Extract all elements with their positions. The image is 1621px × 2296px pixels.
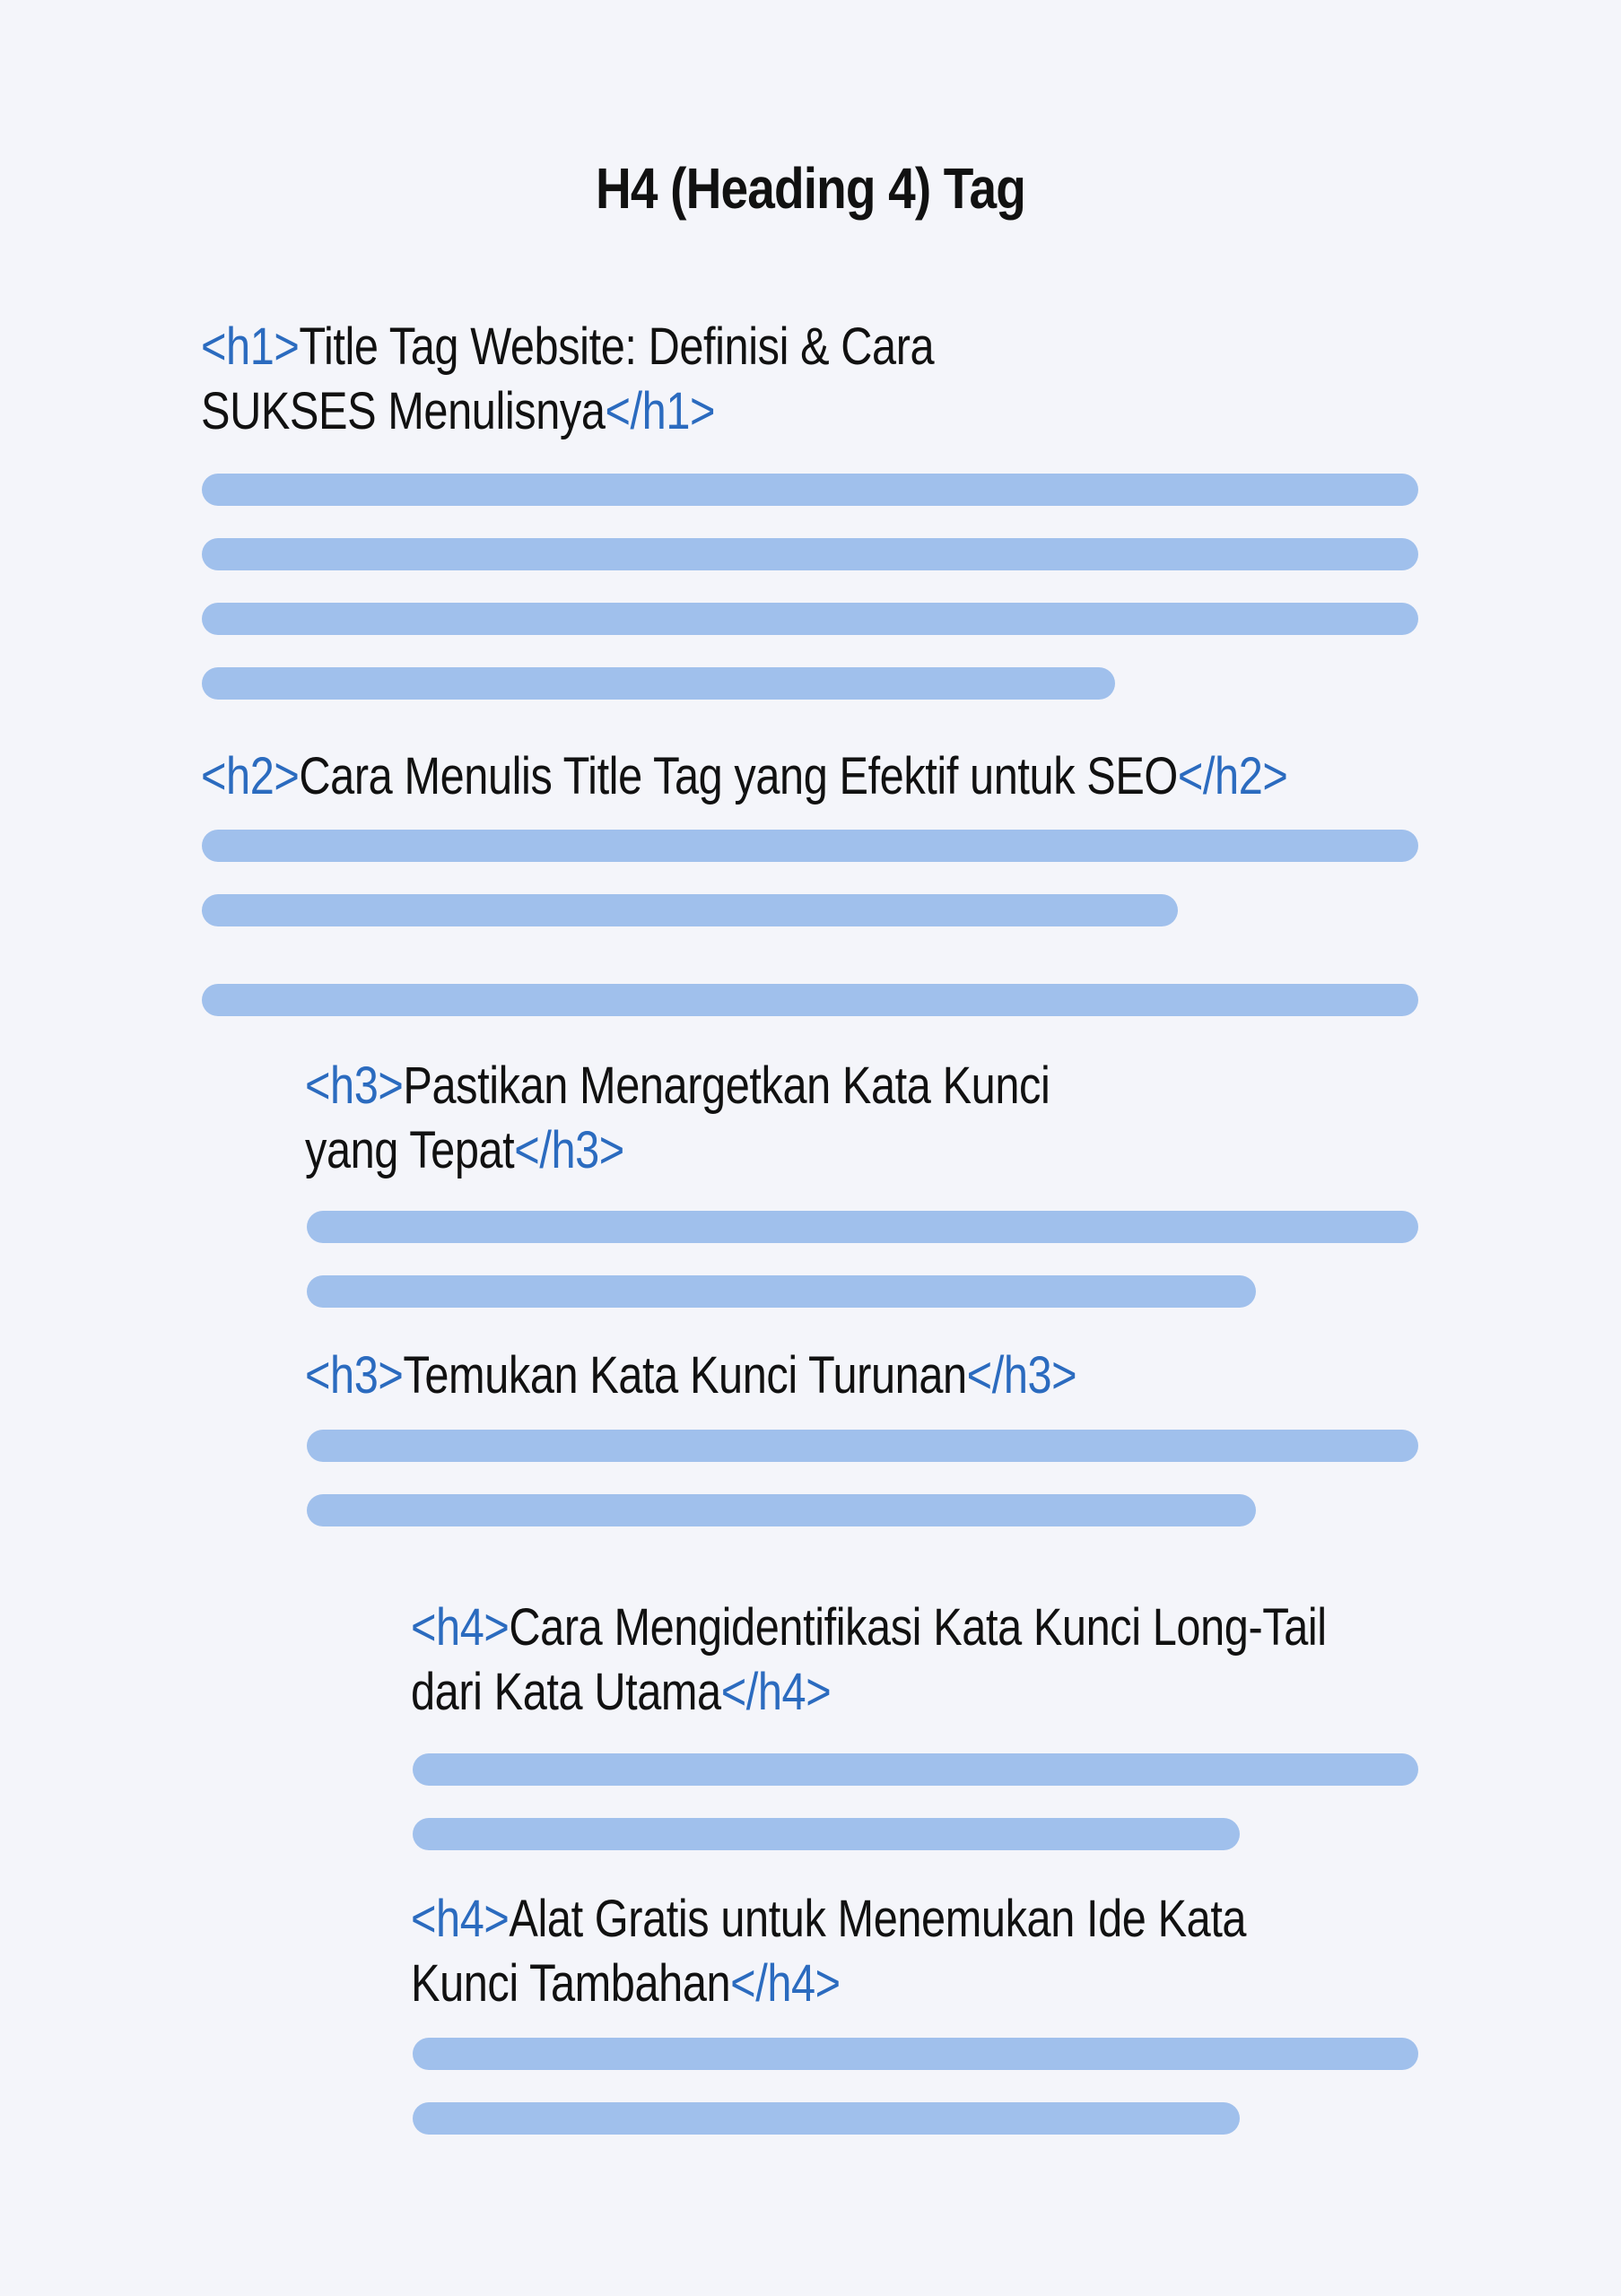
h4-heading-text: Alat Gratis untuk Menemukan Ide Kata <box>509 1890 1247 1948</box>
h4-open-tag: <h4> <box>411 1598 510 1657</box>
page-title: H4 (Heading 4) Tag <box>596 156 1025 221</box>
paragraph-placeholder-line <box>307 1430 1418 1462</box>
h2-heading-line-1 <box>201 744 1287 809</box>
h4-heading-text-continued: Kunci Tambahan <box>411 1954 731 2013</box>
paragraph-placeholder-line <box>307 1211 1418 1243</box>
h4-heading-line-2 <box>411 1952 841 2016</box>
h1-close-tag: </h1> <box>605 382 716 440</box>
paragraph-placeholder-line <box>413 2038 1418 2070</box>
paragraph-placeholder-line <box>307 1275 1256 1308</box>
h3-heading-text-continued: yang Tepat <box>305 1121 515 1179</box>
h4-close-tag: </h4> <box>730 1954 841 2013</box>
paragraph-placeholder-line <box>413 2102 1240 2135</box>
h4-open-tag: <h4> <box>411 1890 510 1948</box>
paragraph-placeholder-line <box>413 1818 1240 1850</box>
paragraph-placeholder-line <box>202 894 1178 926</box>
h3-open-tag: <h3> <box>305 1057 404 1115</box>
paragraph-placeholder-line <box>202 474 1418 506</box>
h1-heading-line-2 <box>201 379 715 444</box>
h3-heading-text: Pastikan Menargetkan Kata Kunci <box>403 1057 1050 1115</box>
paragraph-placeholder-line <box>307 1494 1256 1526</box>
h1-heading-text-continued: SUKSES Menulisnya <box>201 382 606 440</box>
h2-heading-text: Cara Menulis Title Tag yang Efektif untuk SEO <box>299 747 1178 805</box>
h3-close-tag: </h3> <box>966 1346 1077 1405</box>
paragraph-placeholder-line <box>202 603 1418 635</box>
h3-heading-line-2 <box>305 1118 624 1183</box>
h4-heading-line-2 <box>411 1660 831 1725</box>
h3-open-tag: <h3> <box>305 1346 404 1405</box>
h1-heading-text: Title Tag Website: Definisi & Cara <box>299 317 935 376</box>
h4-close-tag: </h4> <box>720 1663 832 1721</box>
h2-open-tag: <h2> <box>201 747 300 805</box>
paragraph-placeholder-line <box>413 1753 1418 1786</box>
h3-close-tag: </h3> <box>514 1121 624 1179</box>
h4-heading-line-1 <box>411 1596 1327 1660</box>
h4-heading-text-continued: dari Kata Utama <box>411 1663 721 1721</box>
paragraph-placeholder-line <box>202 667 1115 700</box>
h1-open-tag: <h1> <box>201 317 300 376</box>
h3-heading-text: Temukan Kata Kunci Turunan <box>403 1346 967 1405</box>
h1-heading-line-1 <box>201 315 934 379</box>
paragraph-placeholder-line <box>202 830 1418 862</box>
h2-close-tag: </h2> <box>1177 747 1288 805</box>
h3-heading-line-1 <box>305 1054 1050 1118</box>
h4-heading-line-1 <box>411 1887 1246 1952</box>
paragraph-placeholder-line <box>202 984 1418 1016</box>
h3-heading-line-1 <box>305 1344 1076 1408</box>
paragraph-placeholder-line <box>202 538 1418 570</box>
h4-heading-text: Cara Mengidentifikasi Kata Kunci Long-Tail <box>509 1598 1327 1657</box>
